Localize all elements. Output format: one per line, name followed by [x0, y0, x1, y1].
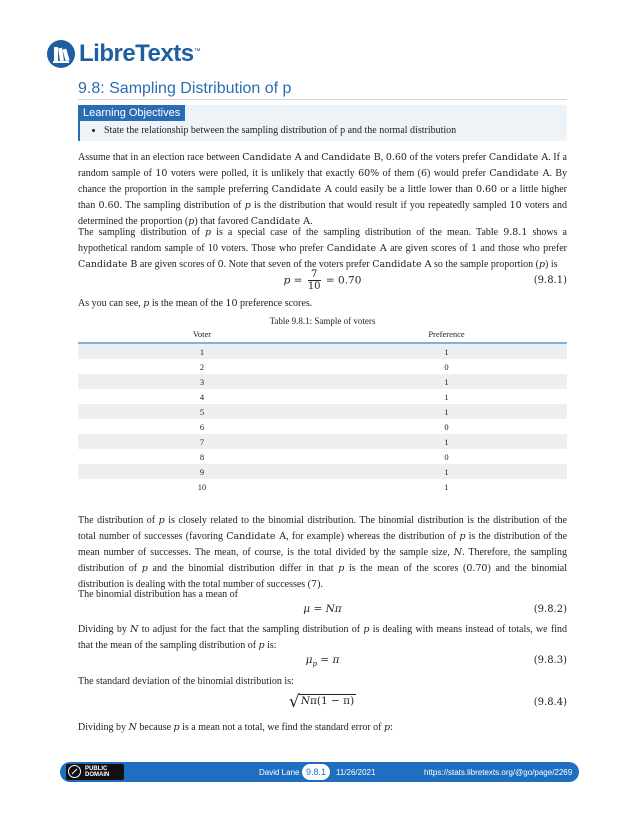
libretexts-logo-icon — [46, 39, 76, 69]
radicand — [299, 694, 356, 707]
math-variable: N — [453, 547, 463, 558]
paragraph-binomial-mean: The binomial distribution has a mean of — [78, 589, 238, 600]
text: . Note that seven of the voters prefer — [223, 259, 373, 270]
voter-cell: 7 — [78, 434, 326, 449]
voter-cell: 6 — [199, 421, 205, 432]
footer-url-link[interactable]: https://stats.libretexts.org/@go/page/2269 — [424, 768, 573, 777]
math-variable: p — [173, 722, 180, 733]
math-number: 7 — [311, 579, 318, 590]
voter-cell: 3 — [78, 374, 326, 389]
license-line: PUBLIC — [85, 766, 108, 772]
preference-cell: 1 — [326, 434, 567, 449]
preference-cell: 1 — [326, 343, 567, 359]
math-text: Candidate A — [226, 531, 287, 542]
text: . — [309, 216, 313, 227]
voter-cell: 1 — [78, 343, 326, 359]
text: ) and the binomial distribution is dealing with the total number of successes ( — [78, 563, 567, 590]
footer-author: David Lane — [259, 768, 300, 777]
square-root — [288, 692, 356, 712]
math-number: 10 — [509, 200, 522, 211]
text: and the binomial distribution differ in that — [147, 563, 339, 574]
table-row — [78, 389, 567, 404]
eq-expression: π(1 − π) — [310, 695, 355, 707]
preference-cell: 1 — [326, 374, 567, 389]
table-reference[interactable]: 9.8.1 — [503, 227, 528, 238]
equation-9-8-1 — [78, 269, 567, 295]
text: voters and determined the proportion ( — [78, 200, 567, 227]
text: is closely related to the binomial distribution. The binomial distribution is the distribution of the total number of successes (favoring — [78, 515, 567, 542]
text: Dividing by — [78, 624, 131, 635]
title-divider — [78, 99, 567, 100]
math-variable: p — [384, 722, 391, 733]
eq-variable: N — [300, 695, 311, 707]
equation-body — [78, 269, 567, 292]
eq-lhs: μ — [303, 603, 311, 615]
text: of them ( — [379, 168, 421, 179]
text: is the mean of the — [149, 298, 226, 309]
footer-page-number: 9.8.1 — [302, 764, 330, 780]
eq-rhs: = 0.70 — [322, 274, 362, 287]
math-variable: p — [538, 259, 546, 270]
math-text: Candidate A — [250, 216, 310, 227]
preference-cell: 0 — [444, 421, 449, 432]
table-caption: Table 9.8.1: Sample of voters — [269, 316, 376, 326]
text: preference scores. — [237, 298, 313, 309]
eq-variable: π — [334, 603, 342, 615]
eq-rhs: π — [332, 654, 340, 666]
math-variable: p — [188, 216, 195, 227]
preference-cell: 1 — [326, 404, 567, 419]
text: is the mean of the scores ( — [344, 563, 467, 574]
math-variable: p — [338, 563, 345, 574]
eq-sign: = — [316, 654, 333, 666]
text: because — [136, 722, 174, 733]
table-row — [78, 404, 567, 419]
equation-body — [78, 692, 567, 712]
trademark-mark: ™ — [193, 48, 201, 55]
eq-subscript: p — [312, 660, 317, 669]
preference-cell: 0 — [444, 361, 449, 372]
equation-body — [78, 654, 567, 668]
table-row — [78, 434, 567, 449]
math-number: 10 — [225, 298, 238, 309]
text: : — [390, 722, 393, 733]
math-number: 0.60 — [475, 184, 498, 195]
math-number: 6 — [420, 168, 428, 179]
math-number: 1 — [471, 243, 478, 254]
equation-body — [78, 603, 567, 615]
text: could easily be a little lower than — [331, 184, 476, 195]
eq-lhs: p — [283, 274, 291, 287]
math-text: Candidate A — [488, 152, 549, 163]
math-text: Candidate A — [489, 168, 550, 179]
preference-cell: 1 — [444, 481, 449, 492]
math-variable: p — [244, 200, 251, 211]
text: is a mean not a total, we find the standard error of — [179, 722, 384, 733]
learning-objectives-box — [78, 105, 567, 141]
license-line: DOMAIN — [85, 772, 110, 778]
equation-9-8-2 — [78, 603, 567, 623]
table-header-row — [78, 326, 567, 343]
text: The sampling distribution of — [78, 227, 205, 238]
math-variable: p — [143, 298, 150, 309]
math-number: 0.60 — [385, 152, 407, 163]
voter-cell: 2 — [199, 361, 205, 372]
text: As you can see, — [78, 298, 144, 309]
footer-date: 11/26/2021 — [336, 768, 376, 777]
fraction-numerator: 7 — [308, 269, 321, 281]
math-variable: p — [459, 531, 466, 542]
text: ) that favored — [194, 216, 251, 227]
text: and — [301, 152, 322, 163]
text: is dealing with means instead of totals, we find that the mean of the sampling distribution of — [78, 624, 567, 651]
math-variable: p — [258, 640, 265, 651]
table-row — [78, 359, 567, 374]
text: . Therefore, the sampling distribution of — [78, 547, 567, 574]
text: . By chance the proportion in the sample preferring — [78, 168, 568, 195]
paragraph-binomial-sd: The standard deviation of the binomial distribution is: — [78, 676, 294, 687]
column-header-preference: Preference — [326, 326, 567, 343]
paragraph-binomial-relation — [78, 513, 567, 593]
voter-cell: 4 — [199, 391, 205, 402]
text: ). — [317, 579, 323, 590]
table-row — [78, 464, 567, 479]
paragraph-mean-of-scores — [78, 296, 567, 312]
equation-number: (9.8.4) — [533, 697, 567, 708]
preference-cell: 1 — [326, 464, 567, 479]
equation-number: (9.8.1) — [533, 275, 567, 286]
math-variable: p — [205, 227, 212, 238]
paragraph-special-case — [78, 225, 567, 273]
math-text: Candidate A — [326, 243, 387, 254]
eq-lhs: μ — [305, 654, 313, 666]
page-footer — [60, 762, 579, 782]
equation-9-8-3 — [78, 654, 567, 674]
brand-name: LibreTexts — [79, 40, 194, 67]
radical-sign: √ — [288, 692, 300, 712]
voter-cell: 10 — [197, 481, 207, 492]
text: . If a random sample of — [78, 152, 567, 179]
objectives-list — [78, 121, 567, 141]
fraction-denominator: 10 — [307, 281, 321, 292]
column-header-voter: Voter — [78, 326, 326, 343]
table-row — [78, 419, 567, 434]
preference-cell: 1 — [444, 391, 449, 402]
text: is a special case of the sampling distribution of the mean. Table — [211, 227, 504, 238]
math-number: 0.60 — [98, 200, 120, 211]
math-variable: p — [363, 624, 370, 635]
text: is the distribution of the mean number of successes. The mean, of course, is the total divided by the sample size, — [78, 531, 568, 558]
voter-cell: 8 — [199, 451, 205, 462]
fraction — [308, 269, 321, 292]
text: is: — [264, 640, 277, 651]
public-domain-icon — [68, 765, 81, 778]
math-variable: N — [128, 722, 137, 733]
preference-cell: 0 — [444, 451, 449, 462]
text: or a little higher than — [78, 184, 567, 211]
table-row — [78, 374, 567, 389]
text: so the sample proportion ( — [431, 259, 539, 270]
math-text: Candidate B — [78, 259, 138, 270]
text: . The sampling distribution of — [119, 200, 245, 211]
equation-number: (9.8.2) — [533, 604, 567, 615]
text: is the distribution that would result if you repeatedly sampled — [250, 200, 510, 211]
math-number: 0 — [217, 259, 224, 270]
voter-cell: 9 — [78, 464, 326, 479]
paragraph-standard-error — [78, 720, 567, 736]
text: ) would prefer — [427, 168, 490, 179]
text: shows a hypothetical random sample of 10 voters. Those who prefer — [78, 227, 567, 254]
text: , — [380, 152, 386, 163]
math-text: Candidate B — [321, 152, 381, 163]
text: ) is — [545, 259, 558, 270]
public-domain-badge[interactable] — [66, 764, 124, 780]
text: and those who prefer — [477, 243, 567, 254]
eq-sign: = — [310, 603, 326, 615]
paragraph-intro — [78, 150, 567, 230]
math-variable: N — [130, 624, 139, 635]
text: are given scores of — [386, 243, 472, 254]
license-text — [85, 766, 109, 778]
math-text: Candidate A — [242, 152, 302, 163]
text: Assume that in an election race between — [78, 152, 243, 163]
eq-sign: = — [290, 274, 306, 287]
table-row — [78, 449, 567, 464]
text: The distribution of — [78, 515, 159, 526]
table-row — [78, 479, 567, 494]
text: are given scores of — [137, 259, 218, 270]
objective-item: • State the relationship between the sampling distribution of p and the normal distribution — [104, 121, 567, 140]
eq-variable: N — [325, 603, 335, 615]
math-text: Candidate A — [372, 259, 432, 270]
math-variable: p — [141, 563, 148, 574]
text: , for example) whereas the distribution of — [286, 531, 460, 542]
math-variable: p — [158, 515, 165, 526]
learning-objectives-label: Learning Objectives — [78, 105, 185, 121]
math-number: 0.70 — [466, 563, 488, 574]
sample-of-voters-table — [78, 326, 567, 494]
math-number: 60% — [358, 168, 380, 179]
text: to adjust for the fact that the sampling distribution of — [138, 624, 364, 635]
text: Dividing by — [78, 722, 129, 733]
math-number: 10 — [155, 168, 168, 179]
libretexts-logo[interactable] — [46, 37, 201, 71]
text: of the voters prefer — [406, 152, 489, 163]
equation-9-8-4 — [78, 693, 567, 715]
equation-number: (9.8.3) — [533, 655, 567, 666]
table-row — [78, 343, 567, 359]
paragraph-dividing-by-n — [78, 622, 567, 654]
voter-cell: 5 — [78, 404, 326, 419]
math-text: Candidate A — [271, 184, 332, 195]
page-title: 9.8: Sampling Distribution of p — [78, 80, 292, 97]
text: voters were polled, it is unlikely that exactly — [167, 168, 359, 179]
